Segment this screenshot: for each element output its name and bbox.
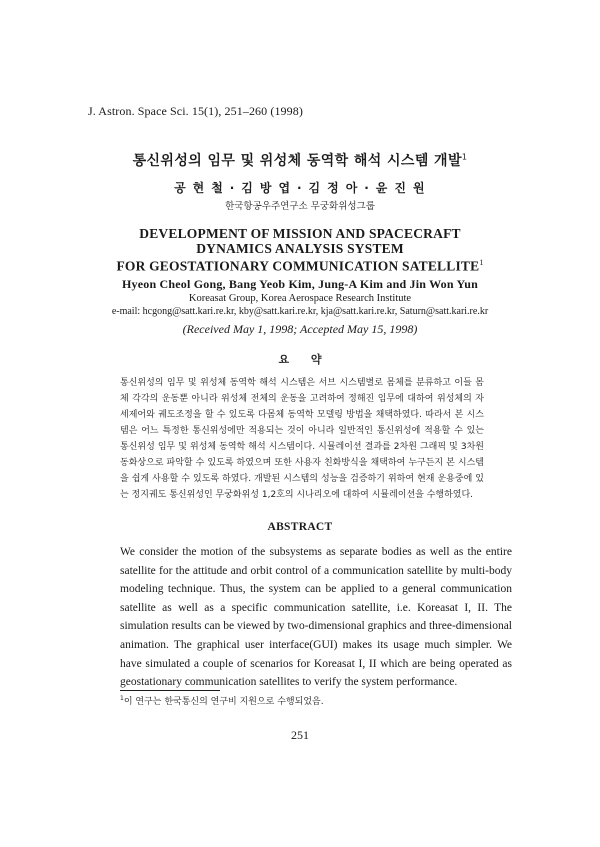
korean-authors: 공 현 철 · 김 방 엽 · 김 정 아 · 윤 진 원 [174,181,426,195]
english-title-line-3 [0,256,600,274]
footnote-divider [120,690,220,691]
page-number: 251 [291,728,309,742]
footnote [120,694,324,707]
english-affiliation: Koreasat Group, Korea Aerospace Research Institute [188,293,412,304]
author-emails: e-mail: hcgong@satt.kari.re.kr, kby@satt.kari.re.kr, kja@satt.kari.re.kr, Saturn@satt.kari.re.kr [111,306,489,317]
korean-title [0,150,600,170]
english-title-line-3-text: FOR GEOSTATIONARY COMMUNICATION SATELLITE [116,258,480,274]
korean-title-footnote-mark: 1 [461,152,468,162]
korean-title-text: 통신위성의 임무 및 위성체 동역학 해석 시스템 개발 [132,153,462,169]
english-title-line-1: DEVELOPMENT OF MISSION AND SPACECRAFT [139,226,461,241]
footnote-text: 이 연구는 한국통신의 연구비 지원으로 수행되었음. [123,697,324,707]
footnote-mark: 1 [120,695,124,702]
english-abstract-body: We consider the motion of the subsystems as separate bodies as well as the entire satellite for the attitude and orbit control of a communication satellite by multi-body modeling technique. Thus, the system can be applied to a general communication satellite as well as a specific communication satellite, i.e. Koreasat I, II. The simulation results can be viewed by two-dimensional graphics and three-dimensional animation. The graphical user interface(GUI) makes its usage much simpler. We have simulated a couple of scenarios for Koreasat I, II which are being operated as geostationary communication satellites to verify the system performance. [120,546,512,689]
english-title [0,227,600,274]
journal-reference: J. Astron. Space Sci. 15(1), 251–260 (1998) [88,104,303,118]
received-dates: (Received May 1, 1998; Accepted May 15, 1998) [182,322,418,336]
english-abstract-heading: ABSTRACT [267,521,333,533]
korean-abstract-heading: 요 약 [278,353,322,366]
english-authors: Hyeon Cheol Gong, Bang Yeob Kim, Jung-A Kim and Jin Won Yun [121,277,478,291]
english-title-line-2: DYNAMICS ANALYSIS SYSTEM [196,240,404,256]
english-title-footnote-mark: 1 [479,258,484,267]
korean-affiliation: 한국항공우주연구소 무궁화위성그룹 [225,201,375,212]
korean-abstract-body: 통신위성의 임무 및 위성체 동역학 해석 시스템은 서브 시스템별로 몸체를 분류하고 이들 몸체 각각의 운동뿐 아니라 위성체 전체의 운동을 고려하여 정해진 임무에 대하여 위성체의 자세제어와 궤도조정을 할 수 있도록 다몸체 동역학 모델링 방법을 채택하였다. 따라서 본 시스템은 어느 특정한 통신위성에만 적용되는 것이 아니라 일반적인 통신위성에 적용할 수 있는 통신위성 임무 및 위성체 동역학 해석 시스템이다. 시뮬레이션 결과를 2차원 그래픽 및 3차원 동화상으로 파악할 수 있도록 하였으며 또한 사용자 친화방식을 채택하여 누구든지 본 시스템을 쉽게 사용할 수 있도록 하였다. 개발된 시스템의 성능을 검증하기 위하여 현재 운용중에 있는 정지궤도 통신위성인 무궁화위성 1,2호의 시나리오에 대하여 시뮬레이션을 수행하였다. [120,378,484,500]
